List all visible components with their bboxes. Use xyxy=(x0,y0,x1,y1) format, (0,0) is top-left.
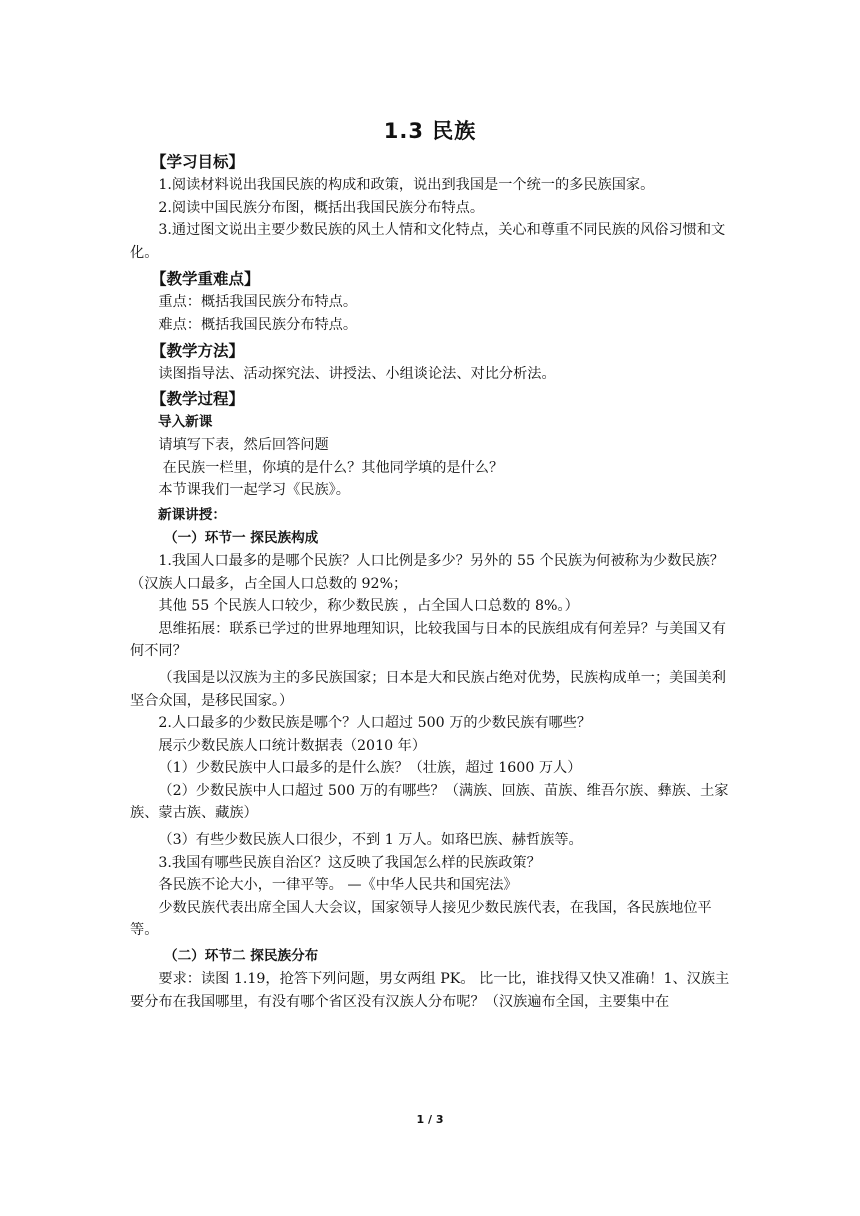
part1-line: （我国是以汉族为主的多民族国家；日本是大和民族占绝对优势，民族构成单一；美国美利坚合众国，是移民国家。） xyxy=(130,669,726,709)
intro-heading: 导入新课 xyxy=(158,414,213,431)
part1-line: 2.人口最多的少数民族是哪个？人口超过 500 万的少数民族有哪些？ xyxy=(158,715,592,732)
part1-line: （1）少数民族中人口最多的是什么族？（壮族，超过 1600 万人） xyxy=(158,760,582,777)
keypoints-heading: 【教学重难点】 xyxy=(151,270,260,289)
intro-line: 本节课我们一起学习《民族》。 xyxy=(158,482,350,499)
objective-item: 1.阅读材料说出我国民族的构成和政策，说出到我国是一个统一的多民族国家。 xyxy=(158,177,655,193)
objective-item: 2.阅读中国民族分布图，概括出我国民族分布特点。 xyxy=(158,199,485,216)
page-number: 1 / 3 xyxy=(416,1113,444,1126)
part1-line: 思维拓展：联系已学过的世界地理知识，比较我国与日本的民族组成有何差异？与美国又有何不同？ xyxy=(130,620,726,660)
new-lesson-heading: 新课讲授： xyxy=(158,506,226,523)
part1-line: 3.我国有哪些民族自治区？这反映了我国怎么样的民族政策？ xyxy=(158,854,541,871)
document-body xyxy=(130,150,730,1013)
methods-heading: 【教学方法】 xyxy=(151,341,245,360)
keypoint-item: 重点：概括我国民族分布特点。 xyxy=(158,294,358,311)
part2-heading: （二）环节二 探民族分布 xyxy=(164,948,319,965)
objective-item: 3.通过图文说出主要少数民族的风土人情和文化特点，关心和尊重不同民族的风俗习惯和文化。 xyxy=(130,222,726,261)
part1-line: 展示少数民族人口统计数据表（2010 年） xyxy=(158,737,427,754)
process-heading: 【教学过程】 xyxy=(151,390,245,409)
intro-line: 请填写下表，然后回答问题 xyxy=(158,437,329,454)
part1-line: （3）有些少数民族人口很少，不到 1 万人。如珞巴族、赫哲族等。 xyxy=(158,832,583,849)
objectives-heading: 【学习目标】 xyxy=(151,153,245,171)
part1-heading: （一）环节一 探民族构成 xyxy=(164,529,319,546)
part1-line: （2）少数民族中人口超过 500 万的有哪些？（满族、回族、苗族、维吾尔族、彝族、土家族、蒙古族、藏族） xyxy=(130,782,729,822)
part1-line: 少数民族代表出席全国人大会议，国家领导人接见少数民族代表，在我国，各民族地位平等。 xyxy=(130,899,712,939)
part2-line: 要求：读图 1.19，抢答下列问题，男女两组 PK。 比一比，谁找得又快又准确！1、汉族主要分布在我国哪里，有没有哪个省区没有汉族人分布呢？（汉族遍布全国，主要集中在 xyxy=(130,971,730,1010)
keypoint-item: 难点：概括我国民族分布特点。 xyxy=(158,316,358,333)
part1-line: 1.我国人口最多的是哪个民族？人口比例是多少？另外的 55 个民族为何被称为少数民族？（汉族人口最多，占全国人口总数的 92%； xyxy=(130,552,724,592)
part1-line: 各民族不论大小，一律平等。 —《中华人民共和国宪法》 xyxy=(158,877,518,894)
methods-text: 读图指导法、活动探究法、讲授法、小组谈论法、对比分析法。 xyxy=(158,365,556,382)
intro-line: 在民族一栏里，你填的是什么？其他同学填的是什么？ xyxy=(162,459,504,476)
part1-line: 其他 55 个民族人口较少，称少数民族 ，占全国人口总数的 8%。） xyxy=(158,598,579,615)
page-title: 1.3 民族 xyxy=(383,119,477,143)
